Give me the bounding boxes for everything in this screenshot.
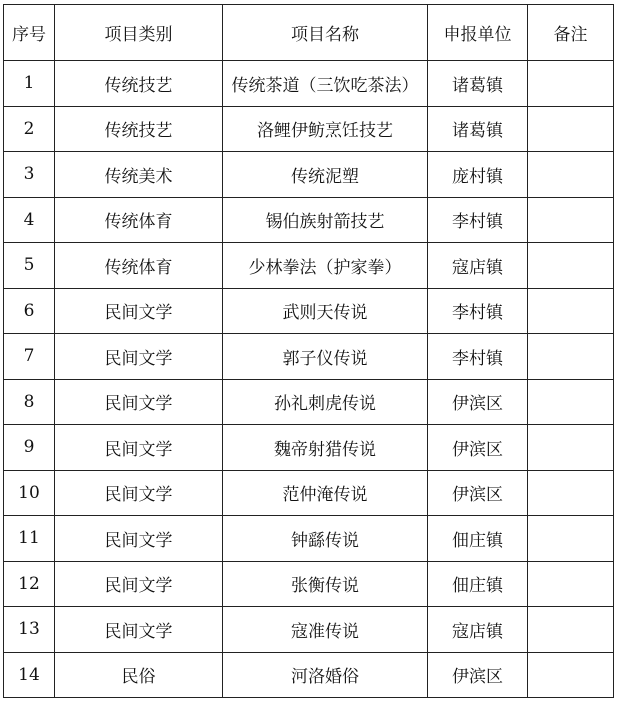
cell-serial-number: 13 [4, 607, 55, 653]
cell-serial-number: 6 [4, 288, 55, 334]
header-applicant-unit: 申报单位 [428, 5, 528, 61]
cell-project-name: 锡伯族射箭技艺 [223, 197, 428, 243]
cell-serial-number: 11 [4, 516, 55, 562]
cell-remarks [528, 152, 614, 198]
cell-applicant-unit: 诸葛镇 [428, 61, 528, 107]
cell-project-category: 民间文学 [55, 470, 223, 516]
cell-project-name: 洛鲤伊鲂烹饪技艺 [223, 106, 428, 152]
table-row [4, 425, 614, 471]
cell-applicant-unit: 寇店镇 [428, 243, 528, 289]
cell-project-category: 民间文学 [55, 516, 223, 562]
cell-remarks [528, 243, 614, 289]
cell-serial-number: 12 [4, 561, 55, 607]
cell-applicant-unit: 李村镇 [428, 288, 528, 334]
cell-project-name: 传统泥塑 [223, 152, 428, 198]
cell-applicant-unit: 佃庄镇 [428, 561, 528, 607]
header-remarks: 备注 [528, 5, 614, 61]
cell-remarks [528, 516, 614, 562]
cell-serial-number: 14 [4, 652, 55, 698]
table-row [4, 61, 614, 107]
table-row [4, 243, 614, 289]
table-row [4, 197, 614, 243]
table-row [4, 561, 614, 607]
cell-project-name: 范仲淹传说 [223, 470, 428, 516]
table-row [4, 652, 614, 698]
cell-applicant-unit: 伊滨区 [428, 379, 528, 425]
cell-applicant-unit: 李村镇 [428, 334, 528, 380]
cell-project-name: 少林拳法（护家拳） [223, 243, 428, 289]
cell-remarks [528, 288, 614, 334]
cell-project-category: 民间文学 [55, 561, 223, 607]
cell-project-name: 河洛婚俗 [223, 652, 428, 698]
cell-serial-number: 8 [4, 379, 55, 425]
cell-serial-number: 5 [4, 243, 55, 289]
table-row [4, 106, 614, 152]
cell-project-name: 寇准传说 [223, 607, 428, 653]
cell-project-name: 魏帝射猎传说 [223, 425, 428, 471]
cell-project-category: 传统技艺 [55, 61, 223, 107]
cell-remarks [528, 652, 614, 698]
cell-remarks [528, 607, 614, 653]
cell-serial-number: 1 [4, 61, 55, 107]
cell-remarks [528, 334, 614, 380]
table-row [4, 470, 614, 516]
cell-project-category: 民间文学 [55, 334, 223, 380]
cell-project-category: 传统体育 [55, 197, 223, 243]
cell-applicant-unit: 伊滨区 [428, 470, 528, 516]
cell-project-category: 民间文学 [55, 379, 223, 425]
table-row [4, 288, 614, 334]
table-row [4, 607, 614, 653]
cell-serial-number: 2 [4, 106, 55, 152]
cell-remarks [528, 470, 614, 516]
cell-project-category: 传统美术 [55, 152, 223, 198]
cell-applicant-unit: 庞村镇 [428, 152, 528, 198]
table-row [4, 334, 614, 380]
header-project-name: 项目名称 [223, 5, 428, 61]
table-row [4, 516, 614, 562]
cell-serial-number: 7 [4, 334, 55, 380]
cell-applicant-unit: 李村镇 [428, 197, 528, 243]
cell-project-name: 传统茶道（三饮吃茶法） [223, 61, 428, 107]
cell-project-category: 传统体育 [55, 243, 223, 289]
header-serial-number: 序号 [4, 5, 55, 61]
cell-serial-number: 10 [4, 470, 55, 516]
table-row [4, 152, 614, 198]
cell-serial-number: 4 [4, 197, 55, 243]
cell-applicant-unit: 寇店镇 [428, 607, 528, 653]
cell-serial-number: 9 [4, 425, 55, 471]
cell-remarks [528, 61, 614, 107]
cell-applicant-unit: 伊滨区 [428, 652, 528, 698]
cell-project-name: 钟繇传说 [223, 516, 428, 562]
cell-remarks [528, 425, 614, 471]
cell-serial-number: 3 [4, 152, 55, 198]
cell-remarks [528, 561, 614, 607]
cell-project-category: 民间文学 [55, 607, 223, 653]
cell-remarks [528, 106, 614, 152]
cell-applicant-unit: 诸葛镇 [428, 106, 528, 152]
cell-project-name: 孙礼刺虎传说 [223, 379, 428, 425]
cell-project-category: 民间文学 [55, 288, 223, 334]
cell-project-name: 郭子仪传说 [223, 334, 428, 380]
cell-project-name: 张衡传说 [223, 561, 428, 607]
cell-remarks [528, 197, 614, 243]
cell-applicant-unit: 佃庄镇 [428, 516, 528, 562]
heritage-project-table [3, 4, 614, 698]
cell-remarks [528, 379, 614, 425]
cell-project-category: 民间文学 [55, 425, 223, 471]
cell-project-category: 传统技艺 [55, 106, 223, 152]
cell-project-category: 民俗 [55, 652, 223, 698]
table-header-row [4, 5, 614, 61]
header-project-category: 项目类别 [55, 5, 223, 61]
cell-applicant-unit: 伊滨区 [428, 425, 528, 471]
table-row [4, 379, 614, 425]
cell-project-name: 武则天传说 [223, 288, 428, 334]
